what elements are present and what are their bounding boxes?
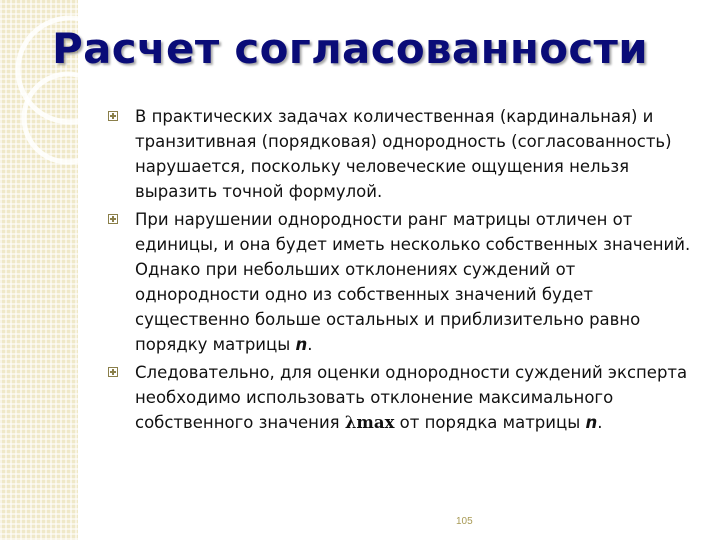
bullet-text: Следовательно, для оценки однородности суждений эксперта необходимо использовать отклонение максимального собственного значения λmax от порядка матрицы n. <box>135 363 688 432</box>
boxed-plus-bullet-icon <box>108 367 118 377</box>
bullet-list <box>102 104 702 438</box>
bullet-item <box>102 207 702 357</box>
matrix-order-variable: n <box>295 335 308 354</box>
bullet-text: При нарушении однородности ранг матрицы отличен от единицы, и она будет иметь несколько собственных значений. Однако при небольших отклонениях суждений от однородности одно из собственных значений будет существенно больше остальных и приблизительно равно порядку матрицы n. <box>135 210 691 354</box>
bullet-item <box>102 104 702 204</box>
boxed-plus-bullet-icon <box>108 214 118 224</box>
boxed-plus-bullet-icon <box>108 111 118 121</box>
matrix-order-variable: n <box>585 413 598 432</box>
bullet-text: В практических задачах количественная (кардинальная) и транзитивная (порядковая) однородность (согласованность) нарушается, поскольку человеческие ощущения нельзя выразить точной формулой. <box>135 107 672 201</box>
page-number: 105 <box>456 516 473 527</box>
lambda-max-subscript: max <box>356 413 395 432</box>
bullet-item <box>102 360 702 435</box>
slide-title: Расчет согласованности <box>52 24 648 73</box>
decorative-circles <box>0 0 100 540</box>
lambda-symbol: λ <box>344 413 357 432</box>
